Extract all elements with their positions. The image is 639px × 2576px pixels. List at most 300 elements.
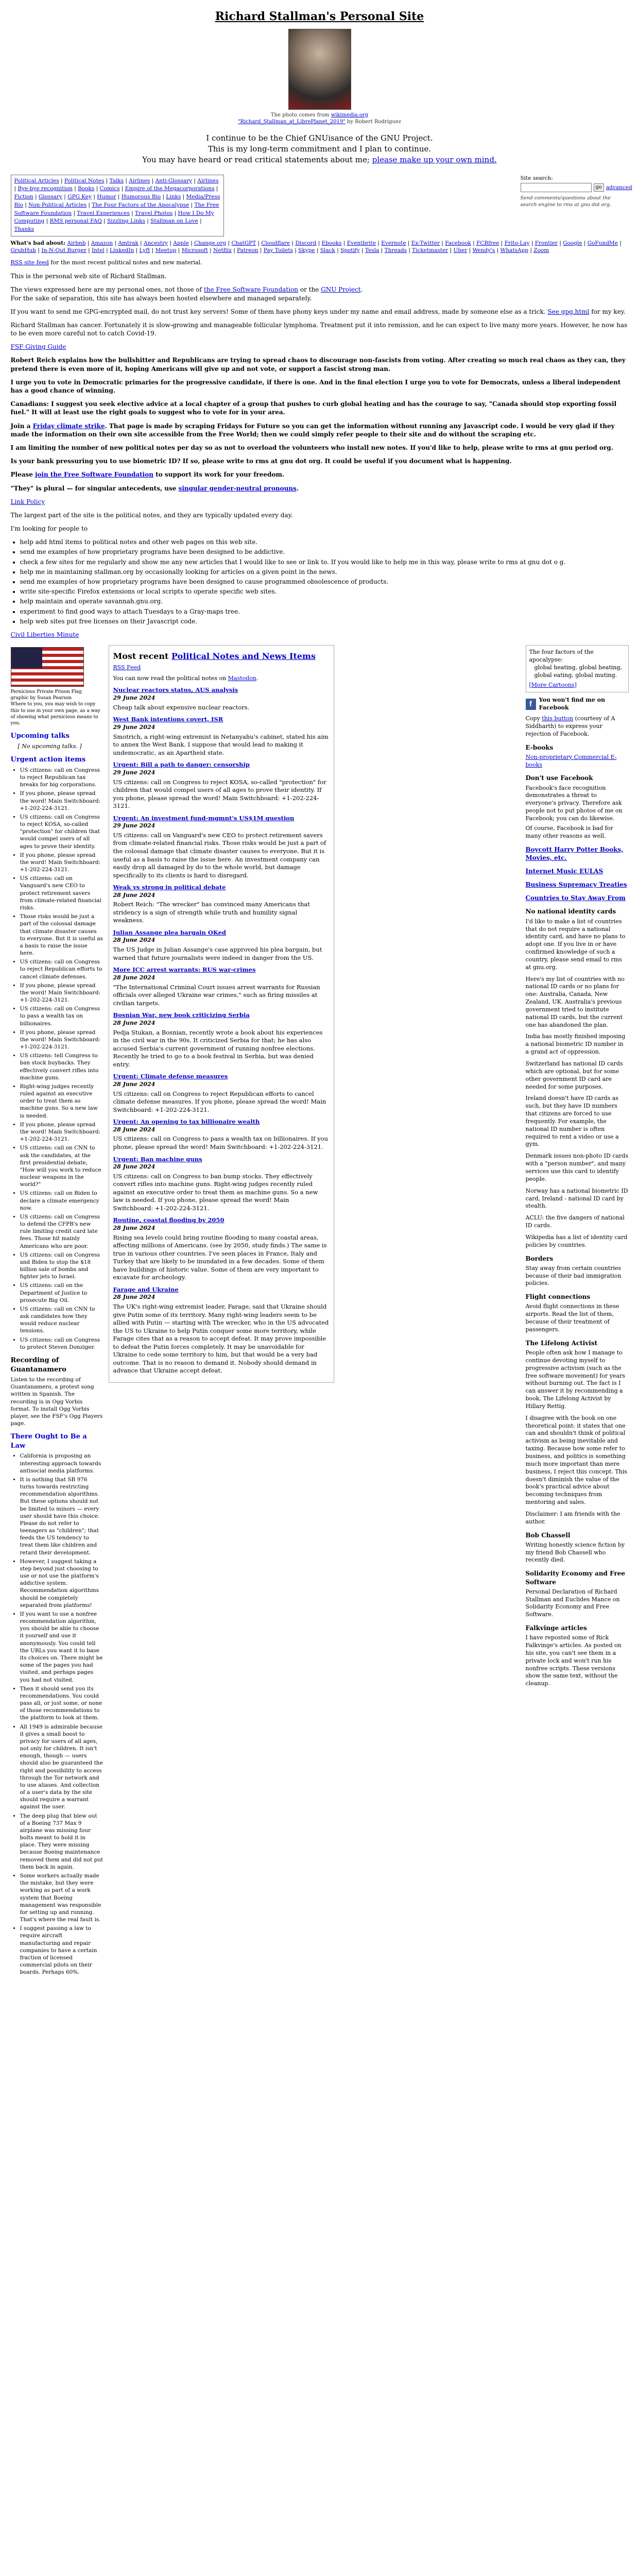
- nav-row: [11, 175, 632, 236]
- nav-link[interactable]: Stallman on Love: [150, 218, 198, 225]
- upcoming-note: [ No upcoming talks. ]: [18, 742, 82, 750]
- whats-bad-link[interactable]: Threads: [384, 247, 407, 254]
- page: [10, 9, 632, 1981]
- about-p1: This is the personal web site of Richard Stallman.: [10, 273, 167, 280]
- note-title-link[interactable]: Urgent: Ban machine guns: [113, 1155, 202, 1163]
- law-item: • It is nothing that SB 976 turns towards restricting recommendation algorithms. But these options should not be limited to minors — every user should have this choice. Please do not refer to teenagers as "children"; that feeds the US tendency to treat them like children and retard their development.: [20, 1476, 103, 1556]
- bad-separator: |: [406, 240, 411, 246]
- nav-separator: |: [44, 218, 50, 225]
- bad-separator: |: [315, 247, 320, 254]
- photo-credit: [11, 112, 629, 126]
- three-columns: [11, 645, 629, 1981]
- help-title: I'm looking for people to: [10, 525, 88, 533]
- note-body: US citizens: call on Congress to pass a wealth tax on billionaires. If you phone, please spread the word! Main Switchboard: +1-202-224-3121.: [113, 1135, 328, 1150]
- note-item: [113, 1156, 330, 1213]
- search-label: Site search:: [520, 175, 553, 181]
- note-title-link[interactable]: Farage and Ukraine: [113, 1285, 179, 1293]
- dont-facebook-heading: Don't use Facebook: [525, 774, 593, 782]
- urgent-item: • US citizens: call on CNN to ask candidates how they would reduce nuclear tensions.: [20, 1306, 103, 1335]
- note-item: [113, 815, 330, 879]
- note-date: 29 June 2024: [113, 723, 156, 731]
- whats-bad-link[interactable]: Ticketmaster: [412, 247, 448, 254]
- national-id-text-8: ACLU: the five dangers of national ID cards.: [525, 1214, 625, 1229]
- help-item: • help add html items to political notes and other web pages on this web site.: [20, 538, 629, 546]
- nav-separator: |: [129, 210, 135, 216]
- whats-bad-link[interactable]: Amazon: [91, 240, 113, 246]
- fb-copy-text: Copy this button (courtesy of A Siddharth) to express your rejection of Facebook.: [525, 715, 615, 737]
- whats-bad-link[interactable]: Google: [563, 240, 582, 246]
- whats-bad-link[interactable]: Slack: [320, 247, 335, 254]
- bad-separator: |: [471, 240, 477, 246]
- solidarity-heading: Solidarity Economy and Free Software: [525, 1570, 626, 1586]
- note-item: [113, 1286, 330, 1375]
- whats-bad-link[interactable]: Uber: [453, 247, 468, 254]
- whats-bad-link[interactable]: GoFundMe: [587, 240, 618, 246]
- national-id-text-4: Switzerland has national ID cards which are optional, but for some other government ID card are needed for some purposes.: [525, 1060, 623, 1090]
- portrait-photo: [288, 29, 351, 110]
- notes-rss-link[interactable]: RSS Feed: [113, 664, 141, 671]
- national-id-text-7: Norway has a national biometric ID card, Ireland - national ID card by stealth.: [525, 1187, 628, 1210]
- alert-reich: Robert Reich explains how the bullshitter and Republicans are trying to spread chaos to discourage non-fascists from voting. After creating so much real chaos as they can, they pretend there is even more of it, hoping Americans will give up and not vote, or support a fascist strong man.: [10, 357, 626, 372]
- civil-liberties-link[interactable]: Civil Liberties Minute: [10, 631, 79, 638]
- urgent-item: • Right-wing judges recently ruled against an executive order to treat them as machine guns. So a new law is needed.: [20, 1083, 103, 1120]
- national-id-text-2: Here's my list of countries with no national ID cards or no plans for one: Australia, Canada, New Zealand, UK. Australia's previous government tried to institute national ID cards, but the current one has abandoned the plan.: [525, 975, 625, 1028]
- note-date: 28 June 2024: [113, 1224, 156, 1231]
- factors-line-1: global heating, global heating,: [534, 664, 623, 671]
- urgent-item: • US citizens: call on CNN to ask the candidates, at the first presidential debate, "How will you work to reduce nuclear weapons in the world?": [20, 1144, 103, 1188]
- alert-join-fsf: Please join the Free Software Foundation to support its work for your freedom.: [10, 471, 285, 479]
- help-list: [20, 538, 629, 625]
- nav-link[interactable]: Thanks: [14, 226, 34, 233]
- fb-button-link[interactable]: this button: [542, 715, 574, 722]
- whats-bad-link[interactable]: Meetup: [155, 247, 177, 254]
- note-title-link[interactable]: Routine, coastal flooding by 2050: [113, 1216, 224, 1224]
- nav-separator: |: [116, 194, 122, 200]
- urgent-actions-heading: Urgent action items: [10, 756, 86, 764]
- nav-link[interactable]: Political Notes: [64, 177, 105, 184]
- nav-link[interactable]: Sizzling Links: [107, 218, 145, 225]
- whats-bad-link[interactable]: Ebooks: [321, 240, 342, 246]
- law-heading: There Ought to Be a Law: [10, 1433, 87, 1450]
- guantanamo-text: Listen to the recording of Guantanamero, a protest song written in Spanish. The recording is in Ogg Vorbis format. To install Ogg Vorbis player, see the FSF's Ogg Players page.: [10, 1377, 103, 1427]
- whats-bad-link[interactable]: Apple: [173, 240, 189, 246]
- note-date: 29 June 2024: [113, 822, 156, 829]
- lifelong-text-2: I disagree with the book on one theoretical point: it states that one can and shouldn't think of political activism as being inevitable and taxing. Because how some refer to business, and politics is something much more important than mere business, I reject this concept. This doesn't diminish the value of the book's practical advice about becoming techniques from mentoring and sales.: [525, 1414, 628, 1506]
- search-go-button[interactable]: go: [594, 183, 604, 192]
- countries-link[interactable]: Countries to Stay Away From: [525, 894, 626, 902]
- alert-limiting-notes: I am limiting the number of new political notes per day so as not to overload the volunteers who install new notes. If you'd like to help, please write to rms at gnu period org.: [10, 444, 613, 451]
- bad-separator: |: [618, 240, 621, 246]
- note-title-link[interactable]: Nuclear reactors status, AUS analysis: [113, 686, 238, 694]
- note-title-link[interactable]: Urgent: An investment fund-mgmnt's US$1M question: [113, 814, 295, 822]
- bob-text: Writing honestly science fiction by my friend Bob Chassell who recently died.: [525, 1541, 625, 1564]
- help-item: • send me examples of how proprietary programs have been designed to be addictive.: [20, 548, 629, 556]
- political-notes-link[interactable]: Political Notes and News Items: [171, 651, 316, 662]
- flight-text: Avoid flight connections in these airports. Read the list of them, because of their treatment of passengers.: [525, 1303, 619, 1333]
- site-search: [520, 175, 632, 209]
- about-p4: If you want to send me GPG-encrypted mail, do not trust key servers! Some of them have phony keys under my name and email address, made by someone else as a trick. See gpg.html for my key.: [10, 308, 626, 315]
- prison-flag-image: [11, 647, 84, 687]
- bad-separator: |: [226, 240, 232, 246]
- law-item: • All 1949 is admirable because it gives a small boost to privacy for users of all ages, not only for children. It isn't enough, though — users should also be guaranteed the right and possibility to access through the Tor network and to use aliases. And collection of a user's data by the site should require a warrant against the user.: [20, 1723, 103, 1811]
- link-policy-link[interactable]: Link Policy: [10, 498, 45, 505]
- note-title-link[interactable]: Urgent: Bill a path to danger: censorship: [113, 761, 250, 769]
- nav-separator: |: [94, 185, 100, 192]
- nav-separator: |: [172, 210, 178, 216]
- note-body: Rising sea levels could bring routine flooding to many coastal areas, affecting millions of Americans. (see by 2050, study finds.) The same is true in various other countries. I've seen places in France, Italy and Turkey that are likely to be inundated in a few decades. Some of them have buildings of historic value. Some of them are very important to excavate for archeology.: [113, 1233, 327, 1281]
- boycott-link[interactable]: Boycott Harry Potter Books, Movies, etc.: [525, 845, 624, 861]
- borders-text: Stay away from certain countries because of their bad immigration policies.: [525, 1264, 621, 1287]
- facebook-icon: f: [526, 699, 536, 710]
- whats-bad-link[interactable]: Skype: [298, 247, 315, 254]
- whats-bad-link[interactable]: Discord: [295, 240, 317, 246]
- urgent-item: • US citizens: call on Congress to reject Republican efforts to cancel climate defenses.: [20, 958, 103, 980]
- bad-separator: |: [529, 240, 535, 246]
- national-id-text-5: Ireland doesn't have ID cards as such, but they have ID numbers that citizens are forced to use frequently. For example, the national ID number is often required to rent a video or use a gym.: [525, 1095, 619, 1148]
- whats-bad-link[interactable]: WhatsApp: [500, 247, 529, 254]
- nav-separator: |: [150, 177, 156, 184]
- alert-pronouns: "They" is plural — for singular antecedents, use singular gender-neutral pronouns.: [10, 484, 299, 492]
- nav-separator: |: [87, 201, 92, 208]
- urgent-item: • If you phone, please spread the word! Main Switchboard: +1-202-224-3121.: [20, 790, 103, 812]
- note-body: US citizens: call on Vanguard's new CEO to protect retirement savers from climate-related financial risks. Those risks would be just a part of the colossal damage that climate disaster causes to everyone. But it is useful as a basis to raise the issue here. An investment company can easily drop all damaged by do to the whole world, but damage specifically to its clients is hard to disregard.: [113, 831, 326, 879]
- lifelong-heading: The Lifelong Activist: [525, 1339, 598, 1347]
- note-body: "The International Criminal Court issues arrest warrants for Russian officials over alleged Ukraine war crimes," such as firing missiles at civilian targets.: [113, 983, 320, 1007]
- nav-link[interactable]: Humorous Bio: [121, 194, 161, 200]
- notes-heading: Most recent Political Notes and News Items: [113, 651, 316, 662]
- search-note: Send comments/questions about the search engine to rms at gnu dot org.: [520, 195, 612, 208]
- note-item: [113, 1118, 330, 1151]
- note-body: The UK's right-wing extremist leader, Farage, said that Ukraine should give Putin some of its territory. Many right-wing leaders seem to be allied with Putin — starting with The wrecker, who in the US advocated the US to Ukraine to help Putin conquer some more territory, while Farage cites that as a reason to accept defeat. It may prove impossible to defeat the Putin forces completely. It may be unavoidable for Ukraine to cede some territory to him, but that would be a very bad outcome. That is no reason to demand it. Nobody should demand in advance that Ukraine accept defeat.: [113, 1303, 329, 1375]
- mastodon-link[interactable]: Mastodon: [228, 674, 256, 682]
- note-body: Robert Reich: "The wrecker" has convinced many Americans that stridency is a sign of strength while truth and humility signal weakness.: [113, 901, 310, 924]
- whats-bad-label: What's bad about:: [10, 240, 66, 246]
- note-date: 28 June 2024: [113, 1163, 156, 1171]
- law-item: • However, I suggest taking a step beyond just choosing to use or not use the platform's addictive system. Recommendation algorithms should be completely separated from platforms!: [20, 1558, 103, 1609]
- bad-separator: |: [36, 247, 42, 254]
- supremacy-link[interactable]: Business Supremacy Treaties: [525, 881, 627, 889]
- bad-separator: |: [499, 240, 505, 246]
- whats-bad-link[interactable]: Tesla: [365, 247, 379, 254]
- note-body: US citizens: call on Congress to reject Republican efforts to cancel climate defense measures. If you phone, please spread the word! Main Switchboard: +1-202-224-3121.: [113, 1090, 326, 1113]
- whats-bad-link[interactable]: Ancestry: [144, 240, 168, 246]
- nav-link[interactable]: The Free Software Foundation: [14, 201, 219, 216]
- note-body: The US Judge in Julian Assange's case approved his plea bargain, but warned that future journalists were indeed in danger from the US.: [113, 946, 322, 961]
- nav-link[interactable]: Non-Political Articles: [28, 201, 87, 208]
- note-date: 28 June 2024: [113, 1126, 156, 1133]
- nav-link[interactable]: Anti-Glossary: [155, 177, 193, 184]
- urgent-item: • US citizens: call on Congress to reject KOSA, so-called "protection" for children that would compel users of all ages to prove their identity.: [20, 814, 103, 850]
- whats-bad-link[interactable]: ChatGPT: [231, 240, 256, 246]
- whats-bad-link[interactable]: Cloudflare: [261, 240, 290, 246]
- bad-separator: |: [188, 240, 195, 246]
- whats-bad-link[interactable]: Microsoft: [181, 247, 208, 254]
- help-item: • help me in maintaining stallman.org by occasionally looking for articles on a given point in the news.: [20, 568, 629, 576]
- nav-link[interactable]: Humor: [97, 194, 116, 200]
- nav-separator: |: [189, 201, 195, 208]
- bad-separator: |: [375, 240, 382, 246]
- nav-separator: |: [214, 185, 218, 192]
- whats-bad-link[interactable]: Facebook: [445, 240, 471, 246]
- bad-separator: |: [150, 247, 156, 254]
- note-date: 28 June 2024: [113, 937, 156, 944]
- nav-link[interactable]: Airlines: [129, 177, 150, 184]
- factors-title: The four factors of the apocalypse:: [529, 649, 594, 663]
- upcoming-talks-heading: Upcoming talks: [10, 732, 70, 740]
- nav-separator: |: [23, 201, 29, 208]
- urgent-item: • If you phone, please spread the word! Main Switchboard: +1-202-224-3121.: [20, 982, 103, 1004]
- intro-line-3: You may have heard or read critical statements about me; please make up your own mind.: [142, 155, 497, 164]
- bad-separator: |: [176, 247, 182, 254]
- urgent-item: • If you phone, please spread the word! Main Switchboard: +1-202-224-3121.: [20, 1121, 103, 1143]
- nav-separator: |: [14, 185, 18, 192]
- urgent-item: • US citizens: call on Vanguard's new CEO to protect retirement savers from climate-related financial risks.: [20, 875, 103, 911]
- law-list: [20, 1452, 103, 1976]
- urgent-item: • US citizens: call on Congress to reject Republican tax breaks for big corporations.: [20, 767, 103, 789]
- whats-bad-link[interactable]: FCBfree: [476, 240, 499, 246]
- hero: [11, 29, 629, 126]
- bad-separator: |: [138, 240, 144, 246]
- nav-link[interactable]: The Four Factors of the Apocalypse: [92, 201, 189, 208]
- help-item: • check a few sites for me regularly and show me any new articles that I would like to see or link to. If you would like to help me in this way, please write to rms at gnu dot o g.: [20, 558, 629, 566]
- nav-link[interactable]: Comics: [99, 185, 120, 192]
- whats-bad-link[interactable]: Frontier: [534, 240, 558, 246]
- about-p2: The views expressed here are my personal ones, not those of the Free Software Foundation or the GNU Project. For the sake of separation, this site has always been hosted elsewhere and managed separately.: [10, 286, 363, 302]
- urgent-item: • US citizens: call on Biden to declare a climate emergency now.: [20, 1190, 103, 1212]
- bad-separator: |: [379, 247, 385, 254]
- national-id-text-1: I'd like to make a list of countries that do not require a national identity card, and have no plans to adopt one. If you live in or have confirmed knowledge of such a country, please send email to rms at gnu.org.: [525, 918, 626, 971]
- page-title: Richard Stallman's Personal Site: [215, 10, 424, 23]
- intro: [11, 133, 629, 165]
- whats-bad-link[interactable]: Patreon: [237, 247, 258, 254]
- note-body: Pedja Stukan, a Bosnian, recently wrote a book about his experiences in the civil war in the 90s. It criticized Serbia for that; he has also accused Serbia's current government of running nonfree elections. Recently he tried to go to a book festival in Serbia, but was denied entry.: [113, 1028, 323, 1068]
- whats-bad-link[interactable]: Ex-Twitter: [411, 240, 440, 246]
- rss-link[interactable]: RSS site feed: [10, 259, 49, 266]
- law-item: • If you want to use a nonfree recommendation algorithm, you should be able to choose it yourself and use it anonymously. You could tell the URLs you want it to base its choices on. There might be some of the pages you had visited, and perhaps pages you had not visited.: [20, 1611, 103, 1684]
- whats-bad-link[interactable]: Airbnb: [67, 240, 86, 246]
- whats-bad-link[interactable]: LinkedIn: [109, 247, 134, 254]
- note-title-link[interactable]: Weak vs strong in political debate: [113, 884, 226, 891]
- help-item: • help web sites put free licenses on their Javascript code.: [20, 617, 629, 625]
- nav-separator: |: [198, 218, 202, 225]
- left-column: [11, 645, 103, 1981]
- bad-separator: |: [104, 247, 110, 254]
- eulas-link[interactable]: Internet Music EULAS: [525, 867, 603, 875]
- help-item: • help maintain and operate savannah.gnu.org.: [20, 597, 629, 605]
- about-p5: Richard Stallman has cancer. Fortunately it is slow-growing and manageable follicular lymphoma. Treatment put it into remission, and he can expect to live many more years. However, he now has to be even more careful not to catch Covid-19.: [10, 321, 628, 337]
- flight-heading: Flight connections: [525, 1293, 591, 1301]
- nav-link[interactable]: Empire of the Megacorporations: [125, 185, 215, 192]
- right-column: [526, 645, 629, 1688]
- bad-separator: |: [85, 240, 91, 246]
- urgent-item: • If you phone, please spread the word! Main Switchboard: +1-202-224-3121.: [20, 852, 103, 874]
- whats-bad-link[interactable]: In-N-Out Burger: [41, 247, 87, 254]
- nav-link[interactable]: Links: [166, 194, 181, 200]
- urgent-item: • US citizens: call on Congress and Biden to stop the $18 billion sale of bombs and fighter jets to Israel.: [20, 1251, 103, 1281]
- note-date: 29 June 2024: [113, 769, 156, 776]
- urgent-item: • US citizens: call on Congress to defend the CFPB's new rule limiting credit card late fees. Those hit mainly Americans who are poor.: [20, 1213, 103, 1250]
- middle-column: [109, 645, 334, 1383]
- whats-bad-link[interactable]: Frito-Lay: [504, 240, 530, 246]
- bad-separator: |: [168, 240, 174, 246]
- help-item: • experiment to find good ways to attach Tuesdays to a Gray-maps tree.: [20, 607, 629, 616]
- whats-bad-link[interactable]: Amtrak: [118, 240, 139, 246]
- urgent-item: • US citizens: call on the Department of Justice to prosecute Big Oil.: [20, 1282, 103, 1304]
- urgent-item: • US citizens: call on Congress to protect Steven Donziger.: [20, 1336, 103, 1351]
- alert-primaries: I urge you to vote in Democratic primaries for the progressive candidate, if there is one. And in the final election I urge you to vote for Democrats, unless a liberal independent has a good chance of winning.: [10, 378, 621, 394]
- note-title-link[interactable]: Bosnian War, new book criticizing Serbia: [113, 1011, 250, 1019]
- nav-link[interactable]: Political Articles: [14, 177, 59, 184]
- more-cartoons-link[interactable]: [More Cartoons]: [529, 681, 577, 688]
- fsf-giving-guide-link[interactable]: FSF Giving Guide: [10, 343, 66, 351]
- bad-separator: |: [316, 240, 322, 246]
- note-date: 28 June 2024: [113, 1080, 156, 1088]
- whats-bad-link[interactable]: Pay Toilets: [263, 247, 293, 254]
- whats-bad-link[interactable]: Spotify: [340, 247, 360, 254]
- make-up-mind-link[interactable]: please make up your own mind.: [372, 155, 497, 164]
- bad-separator: |: [359, 247, 365, 254]
- nav-link[interactable]: Glossary: [38, 194, 62, 200]
- bad-separator: |: [292, 247, 299, 254]
- note-title-link[interactable]: More ICC arrest warrants: RUS war-crimes: [113, 966, 256, 974]
- national-id-heading: No national identity cards: [525, 908, 616, 916]
- alert-biometric: Is your bank pressuring you to use biometric ID? If so, please write to rms at gnu dot org. It could be useful if you document what is happening.: [10, 457, 512, 465]
- note-title-link[interactable]: Urgent: Climate defense measures: [113, 1073, 228, 1080]
- fsf-link[interactable]: the Free Software Foundation: [203, 286, 299, 294]
- whats-bad-link[interactable]: Intel: [92, 247, 105, 254]
- nav-separator: |: [124, 177, 129, 184]
- note-item: [113, 686, 330, 711]
- nav-separator: |: [161, 194, 166, 200]
- rss-text: for the most recent political notes and new material.: [50, 259, 202, 266]
- note-date: 28 June 2024: [113, 974, 156, 981]
- whats-bad-link[interactable]: Wendy's: [472, 247, 495, 254]
- guantanamo-heading: Recording of Guantanamero: [10, 1356, 66, 1374]
- nav-link[interactable]: RMS personal FAQ: [49, 218, 102, 225]
- nav-separator: |: [181, 194, 186, 200]
- rss-line: [11, 259, 629, 267]
- urgent-item: • US citizens: call on Congress to pass a wealth tax on billionaires.: [20, 1005, 103, 1027]
- join-fsf-link[interactable]: join the Free Software Foundation: [35, 471, 153, 479]
- nav-separator: |: [145, 218, 151, 225]
- note-date: 28 June 2024: [113, 1019, 156, 1026]
- national-id-text-9: Wikipedia has a list of identity card policies by countries.: [525, 1233, 628, 1248]
- nav-link[interactable]: Travel Experiences: [77, 210, 130, 216]
- note-body: Smotrich, a right-wing extremist in Netanyahu's cabinet, stated his aim to annex the West Bank. I suppose that would lead to making it undemocratic, as an Apartheid state.: [113, 733, 329, 756]
- nav-separator: |: [33, 194, 39, 200]
- help-item: • write site-specific Firefox extensions or local scripts to operate specific web sites.: [20, 587, 629, 596]
- law-item: • Some workers actually made the mistake, but they were working as part of a work system that Boeing management was responsible for setting up and running. That's where the real fault is.: [20, 1872, 103, 1923]
- whats-bad-link[interactable]: GrubHub: [10, 247, 37, 254]
- note-title-link[interactable]: Julian Assange plea bargain OKed: [113, 928, 226, 936]
- ebooks-heading: E-books: [525, 743, 554, 751]
- nav-separator: |: [101, 218, 107, 225]
- mastodon-line: You can now read the political notes on Mastodon.: [113, 674, 258, 682]
- nav-link[interactable]: GPG Key: [67, 194, 92, 200]
- help-item: • send me examples of how proprietary programs have been designed to cause programmed obsolescence of products.: [20, 578, 629, 586]
- factors-box: [526, 645, 629, 692]
- urgent-item: • If you phone, please spread the word! Main Switchboard: +1-202-224-3121.: [20, 1029, 103, 1051]
- nav-link[interactable]: Travel Photos: [135, 210, 173, 216]
- bad-separator: |: [258, 247, 264, 254]
- bad-separator: |: [341, 240, 347, 246]
- advanced-search-link[interactable]: advanced: [606, 184, 632, 191]
- bad-separator: |: [231, 247, 237, 254]
- urgent-list: [20, 767, 103, 1351]
- nav-link[interactable]: Bye-bye recognition: [18, 185, 73, 192]
- credit-link-wikimedia[interactable]: wikimedia.org: [331, 112, 369, 118]
- credit-link-photo[interactable]: "Richard_Stallman_at_LibrePlanet_2019": [237, 119, 346, 125]
- note-title-link[interactable]: Urgent: An opening to tax billionaire wealth: [113, 1118, 260, 1126]
- bad-separator: |: [290, 240, 296, 246]
- bad-separator: |: [440, 240, 445, 246]
- note-date: 28 June 2024: [113, 1294, 156, 1301]
- nav-link[interactable]: Fiction: [14, 194, 33, 200]
- note-title-link[interactable]: West Bank intentions covert, ISR: [113, 716, 223, 723]
- no-facebook-button[interactable]: f You won't find me on Facebook: [526, 697, 629, 712]
- flag-caption: Pernicious Private Prison Flag graphic by Susan Pearson Where to you, you may wish to copy this to use in your own page, as a way of showing what pernicious means to you.: [10, 689, 100, 726]
- bad-separator: |: [582, 240, 588, 246]
- nav-link[interactable]: Talks: [109, 177, 124, 184]
- dont-facebook-text-2: Of course, Facebook is bad for many other reasons as well.: [525, 824, 613, 839]
- note-item: [113, 1216, 330, 1281]
- bad-separator: |: [448, 247, 454, 254]
- gpg-link[interactable]: See gpg.html: [547, 308, 590, 315]
- bad-separator: |: [558, 240, 563, 246]
- nav-link[interactable]: Airlines: [197, 177, 219, 184]
- falkvinge-heading: Falkvinge articles: [525, 1624, 587, 1632]
- borders-heading: Borders: [525, 1255, 554, 1262]
- law-item: • California is proposing an interesting approach towards antisocial media platforms.: [20, 1452, 103, 1475]
- bad-separator: |: [406, 247, 412, 254]
- nav-link[interactable]: Books: [78, 185, 95, 192]
- nav-link[interactable]: Media/Press Bio: [14, 194, 220, 208]
- ebooks-link[interactable]: Non-proprietary Commercial E-books: [525, 753, 617, 768]
- note-date: 28 June 2024: [113, 891, 156, 899]
- whats-bad-link[interactable]: Evernote: [381, 240, 406, 246]
- nav-link[interactable]: How I Do My Computing: [14, 210, 214, 225]
- nav-separator: |: [119, 185, 125, 192]
- urgent-item: • US citizens: tell Congress to ban stock buybacks. They effectively convert rifles into machine guns.: [20, 1052, 103, 1081]
- whats-bad-link[interactable]: Netflix: [213, 247, 232, 254]
- nav-separator: |: [59, 177, 64, 184]
- whats-bad-link[interactable]: Eventbrite: [347, 240, 376, 246]
- note-item: [113, 966, 330, 1007]
- solidarity-text: Personal Declaration of Richard Stallman and Euclides Mance on Solidarity Economy and Free Software.: [525, 1588, 620, 1618]
- note-body: Cheap talk about expensive nuclear reactors.: [113, 703, 250, 711]
- note-item: [113, 1073, 330, 1114]
- alert-canadians: Canadians: I suggest you seek elective advice at a local chapter of a group that pushes to curb global heating and has the courage to say, "Canada should stop exporting fossil fuel." It will at least use the right goals to suggest who to vote for in your area.: [10, 400, 617, 416]
- law-item: • Then it should send you its recommendations. You could pass all, or just some, or none of those recommendations to the platform to look at them.: [20, 1685, 103, 1722]
- note-body: US citizens: call on Congress to reject KOSA, so-called "protection" for children that would compel users of all ages to prove their identity. If you phone, please spread the word! Main Switchboard: +1-202-224-3121.: [113, 778, 326, 810]
- whats-bad-row: [11, 240, 629, 254]
- whats-bad-link[interactable]: Lyft: [139, 247, 150, 254]
- search-input[interactable]: [521, 183, 592, 192]
- whats-bad-link[interactable]: Change.org: [194, 240, 227, 246]
- urgent-item: • Those risks would be just a part of the colossal damage that climate disaster causes to everyone. But it is useful as a basis to raise the issue here.: [20, 913, 103, 957]
- bad-separator: |: [528, 247, 534, 254]
- whats-bad-link[interactable]: Zoom: [533, 247, 549, 254]
- law-item: • The deep plug that blew out of a Boeing 737 Max 9 airplane was missing four bolts meant to hold it in place. They were missing because Boeing maintenance removed them and did not put them back in again.: [20, 1812, 103, 1871]
- climate-strike-link[interactable]: Friday climate strike: [32, 422, 105, 430]
- gnu-project-link[interactable]: GNU Project: [321, 286, 361, 294]
- note-item: [113, 1011, 330, 1069]
- lifelong-text-3: Disclaimer: I am friends with the author.: [525, 1510, 620, 1525]
- note-date: 29 June 2024: [113, 694, 156, 701]
- bad-separator: |: [467, 247, 473, 254]
- largest-part-text: The largest part of the site is the political notes, and they are typically updated every day.: [10, 511, 293, 519]
- pronouns-link[interactable]: singular gender-neutral pronouns: [178, 484, 297, 492]
